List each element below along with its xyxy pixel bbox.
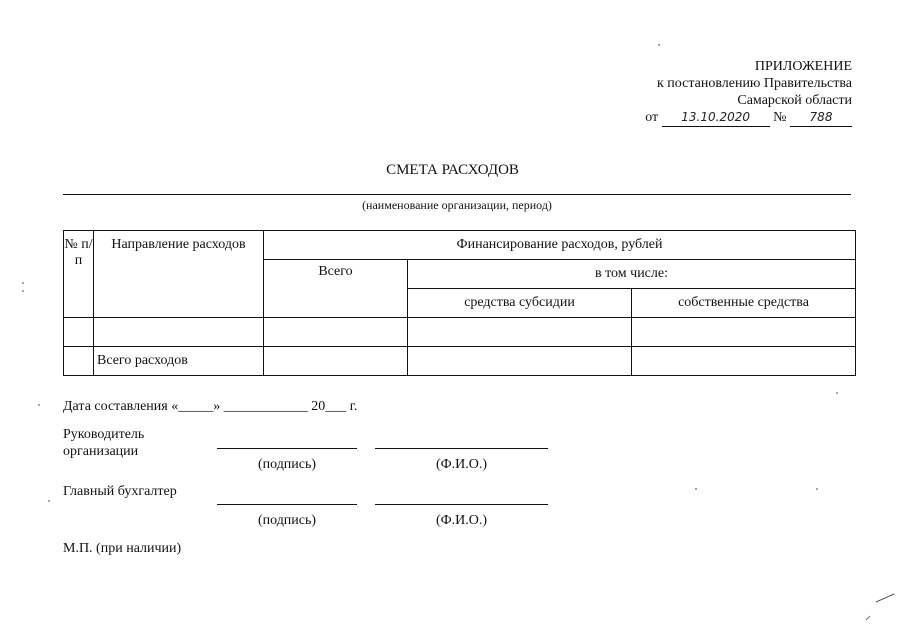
document-title: СМЕТА РАСХОДОВ <box>386 162 519 178</box>
date-compiled-label: Дата составления «_____» ____________ 20___ г. <box>63 399 358 414</box>
appendix-line-1: к постановлению Правительства <box>656 76 852 91</box>
accountant-signature-line <box>217 504 357 505</box>
table-row <box>64 318 856 347</box>
appendix-date-line <box>645 109 852 127</box>
header-num: № п/п <box>64 231 94 318</box>
header-financing: Финансирование расходов, рублей <box>264 231 856 260</box>
header-own-funds: собственные средства <box>632 289 856 318</box>
accountant-signature-caption: (подпись) <box>257 513 317 528</box>
number-prefix: № <box>773 110 787 125</box>
accountant-fio-caption: (Ф.И.О.) <box>435 513 488 528</box>
head-label-line-1: Руководитель <box>63 427 145 442</box>
cell-empty <box>264 318 408 347</box>
head-label-line-2: организации <box>63 444 139 459</box>
head-label <box>63 426 144 460</box>
table-total-row <box>64 347 856 376</box>
scan-speck <box>48 500 50 502</box>
organization-caption: (наименование организации, период) <box>362 198 552 212</box>
header-total: Всего <box>264 260 408 318</box>
scan-speck <box>658 44 660 46</box>
cell-empty <box>632 318 856 347</box>
cell-empty <box>408 347 632 376</box>
scan-speck <box>836 392 838 394</box>
scan-speck <box>695 488 697 490</box>
header-including: в том числе: <box>408 260 856 289</box>
header-direction: Направление расходов <box>94 231 264 318</box>
cell-empty <box>264 347 408 376</box>
head-signature-caption: (подпись) <box>257 457 317 472</box>
scan-mark <box>862 590 898 630</box>
appendix-block <box>645 58 852 127</box>
stamp-label: М.П. (при наличии) <box>63 541 182 556</box>
cell-empty <box>94 318 264 347</box>
scan-speck <box>816 488 818 490</box>
total-row-label: Всего расходов <box>94 347 264 376</box>
cell-empty <box>64 347 94 376</box>
handwritten-number: 788 <box>790 109 852 127</box>
accountant-fio-line <box>375 504 548 505</box>
head-fio-line <box>375 448 548 449</box>
scan-speck <box>22 282 24 284</box>
head-fio-caption: (Ф.И.О.) <box>435 457 488 472</box>
header-subsidy: средства субсидии <box>408 289 632 318</box>
appendix-heading: ПРИЛОЖЕНИЕ <box>754 59 852 74</box>
cell-empty <box>408 318 632 347</box>
table-header-row-1 <box>64 231 856 260</box>
organization-line <box>63 194 851 195</box>
date-prefix: от <box>645 110 659 125</box>
scan-speck <box>22 290 24 292</box>
cell-empty <box>64 318 94 347</box>
cell-empty <box>632 347 856 376</box>
expense-table <box>63 230 856 376</box>
scan-speck <box>38 404 40 406</box>
handwritten-date: 13.10.2020 <box>662 109 770 127</box>
accountant-label: Главный бухгалтер <box>63 484 177 499</box>
appendix-line-2: Самарской области <box>737 93 852 108</box>
head-signature-line <box>217 448 357 449</box>
